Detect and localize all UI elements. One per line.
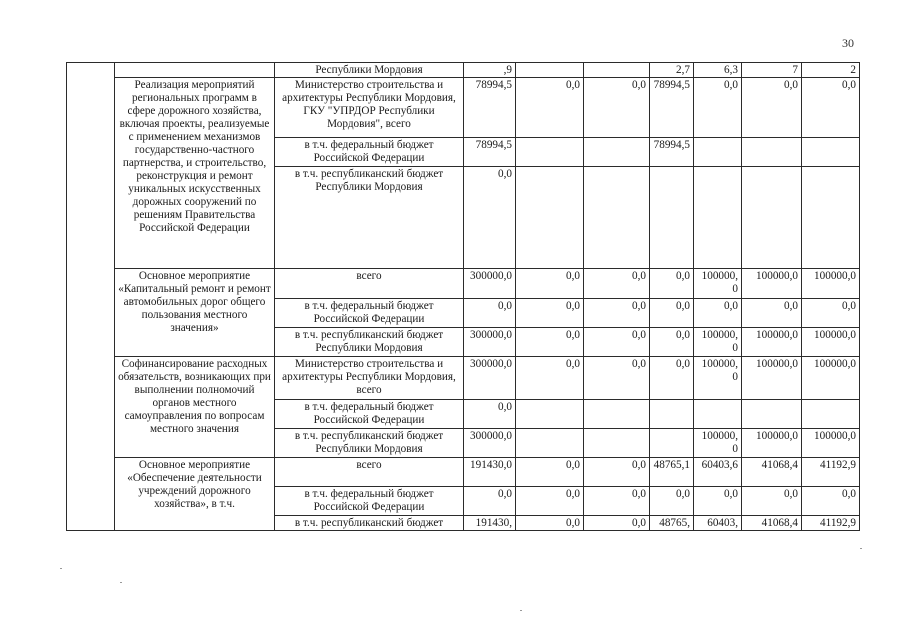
value-cell: 0,0 <box>650 357 694 400</box>
measure-name: Основное мероприятие «Капитальный ремонт и ремонт автомобильных дорог общего пользования местного значения» <box>115 269 275 357</box>
value-cell: 0,0 <box>584 516 650 531</box>
value-cell: 0,0 <box>742 78 802 138</box>
value-cell: 100000,0 <box>742 328 802 357</box>
table-row <box>67 269 860 299</box>
value-cell <box>742 400 802 429</box>
measure-name: Софинансирование расходных обязательств, возникающих при выполнении полномочий органов местного самоуправления по вопросам местного значения <box>115 357 275 458</box>
value-cell <box>694 167 742 269</box>
value-cell <box>584 429 650 458</box>
value-cell <box>584 138 650 167</box>
value-cell <box>694 400 742 429</box>
value-cell: 100000,0 <box>694 328 742 357</box>
value-cell: 100000,0 <box>742 269 802 299</box>
value-cell <box>584 63 650 78</box>
value-cell: 0,0 <box>584 487 650 516</box>
value-cell: 0,0 <box>584 357 650 400</box>
value-cell: 2 <box>802 63 860 78</box>
value-cell: 300000,0 <box>464 269 516 299</box>
table-row <box>67 78 860 138</box>
value-cell <box>742 138 802 167</box>
funding-source: в т.ч. республиканский бюджет Республики Мордовия <box>275 167 464 269</box>
funding-source: в т.ч. федеральный бюджет Российской Федерации <box>275 400 464 429</box>
scan-speck <box>860 548 862 549</box>
value-cell <box>516 138 584 167</box>
value-cell: 100000,0 <box>742 429 802 458</box>
value-cell: 0,0 <box>802 78 860 138</box>
value-cell: 300000,0 <box>464 328 516 357</box>
funding-source: Министерство строительства и архитектуры Республики Мордовия, всего <box>275 357 464 400</box>
left-margin-column <box>67 63 115 531</box>
value-cell: 0,0 <box>694 487 742 516</box>
value-cell <box>516 167 584 269</box>
value-cell: 6,3 <box>694 63 742 78</box>
value-cell: 41068,4 <box>742 516 802 531</box>
measure-name-continued <box>115 63 275 78</box>
value-cell: 2,7 <box>650 63 694 78</box>
value-cell: 0,0 <box>584 328 650 357</box>
value-cell <box>584 167 650 269</box>
value-cell: 100000,0 <box>694 429 742 458</box>
value-cell <box>802 400 860 429</box>
measure-name: Основное мероприятие «Обеспечение деятельности учреждений дорожного хозяйства», в т.ч. <box>115 458 275 531</box>
value-cell: 100000,0 <box>802 357 860 400</box>
value-cell: 0,0 <box>650 269 694 299</box>
funding-source: в т.ч. республиканский бюджет <box>275 516 464 531</box>
value-cell: 191430,0 <box>464 458 516 487</box>
funding-source: в т.ч. федеральный бюджет Российской Федерации <box>275 299 464 328</box>
value-cell <box>584 400 650 429</box>
table-row-continued <box>67 63 860 78</box>
value-cell: 0,0 <box>650 328 694 357</box>
value-cell: 0,0 <box>516 269 584 299</box>
value-cell: 0,0 <box>464 400 516 429</box>
funding-source: всего <box>275 269 464 299</box>
value-cell: 100000,0 <box>742 357 802 400</box>
value-cell <box>694 138 742 167</box>
value-cell <box>802 138 860 167</box>
value-cell: 78994,5 <box>650 138 694 167</box>
value-cell: 0,0 <box>516 458 584 487</box>
value-cell: 0,0 <box>742 487 802 516</box>
value-cell <box>650 429 694 458</box>
scan-speck <box>120 582 122 583</box>
value-cell: 300000,0 <box>464 429 516 458</box>
value-cell: 0,0 <box>802 299 860 328</box>
value-cell: 0,0 <box>584 299 650 328</box>
value-cell: 41192,9 <box>802 458 860 487</box>
scan-speck <box>60 568 62 569</box>
funding-source: Республики Мордовия <box>275 63 464 78</box>
funding-table <box>66 62 860 531</box>
funding-source: в т.ч. федеральный бюджет Российской Федерации <box>275 487 464 516</box>
value-cell: 78994,5 <box>464 78 516 138</box>
value-cell: 100000,0 <box>802 429 860 458</box>
value-cell: 0,0 <box>516 516 584 531</box>
value-cell: 0,0 <box>584 78 650 138</box>
value-cell: ,9 <box>464 63 516 78</box>
value-cell: 78994,5 <box>650 78 694 138</box>
value-cell: 0,0 <box>516 299 584 328</box>
table-row <box>67 357 860 400</box>
value-cell <box>516 429 584 458</box>
value-cell: 41068,4 <box>742 458 802 487</box>
value-cell: 0,0 <box>516 328 584 357</box>
funding-source: в т.ч. республиканский бюджет Республики Мордовия <box>275 328 464 357</box>
value-cell: 60403, <box>694 516 742 531</box>
value-cell: 0,0 <box>516 78 584 138</box>
value-cell: 7 <box>742 63 802 78</box>
value-cell: 0,0 <box>650 487 694 516</box>
value-cell: 0,0 <box>584 458 650 487</box>
value-cell <box>650 400 694 429</box>
value-cell: 100000,0 <box>694 269 742 299</box>
value-cell: 100000,0 <box>694 357 742 400</box>
value-cell: 300000,0 <box>464 357 516 400</box>
value-cell <box>516 63 584 78</box>
value-cell <box>516 400 584 429</box>
funding-source: в т.ч. федеральный бюджет Российской Федерации <box>275 138 464 167</box>
funding-source: всего <box>275 458 464 487</box>
measure-name: Реализация мероприятий региональных программ в сфере дорожного хозяйства, включая проекты, реализуемые с применением механизмов государственно-частного партнерства, и строительство, реконструкция и ремонт уникальных искусственных дорожных сооружений по решениям Правительства Российской Федерации <box>115 78 275 269</box>
value-cell: 0,0 <box>650 299 694 328</box>
funding-source: в т.ч. республиканский бюджет Республики Мордовия <box>275 429 464 458</box>
table-row <box>67 458 860 487</box>
page-number: 30 <box>842 36 854 50</box>
value-cell: 191430, <box>464 516 516 531</box>
value-cell: 0,0 <box>694 78 742 138</box>
value-cell: 0,0 <box>802 487 860 516</box>
value-cell: 41192,9 <box>802 516 860 531</box>
value-cell: 60403,6 <box>694 458 742 487</box>
value-cell: 0,0 <box>516 487 584 516</box>
scan-speck <box>520 610 522 611</box>
value-cell: 0,0 <box>464 299 516 328</box>
value-cell: 0,0 <box>516 357 584 400</box>
value-cell: 0,0 <box>584 269 650 299</box>
value-cell: 0,0 <box>464 487 516 516</box>
value-cell: 78994,5 <box>464 138 516 167</box>
value-cell: 0,0 <box>694 299 742 328</box>
value-cell <box>742 167 802 269</box>
value-cell <box>802 167 860 269</box>
value-cell: 100000,0 <box>802 328 860 357</box>
value-cell: 48765,1 <box>650 458 694 487</box>
value-cell: 0,0 <box>742 299 802 328</box>
value-cell: 0,0 <box>464 167 516 269</box>
value-cell: 48765, <box>650 516 694 531</box>
value-cell <box>650 167 694 269</box>
value-cell: 100000,0 <box>802 269 860 299</box>
funding-source: Министерство строительства и архитектуры Республики Мордовия, ГКУ "УПРДОР Республики Мордовия", всего <box>275 78 464 138</box>
